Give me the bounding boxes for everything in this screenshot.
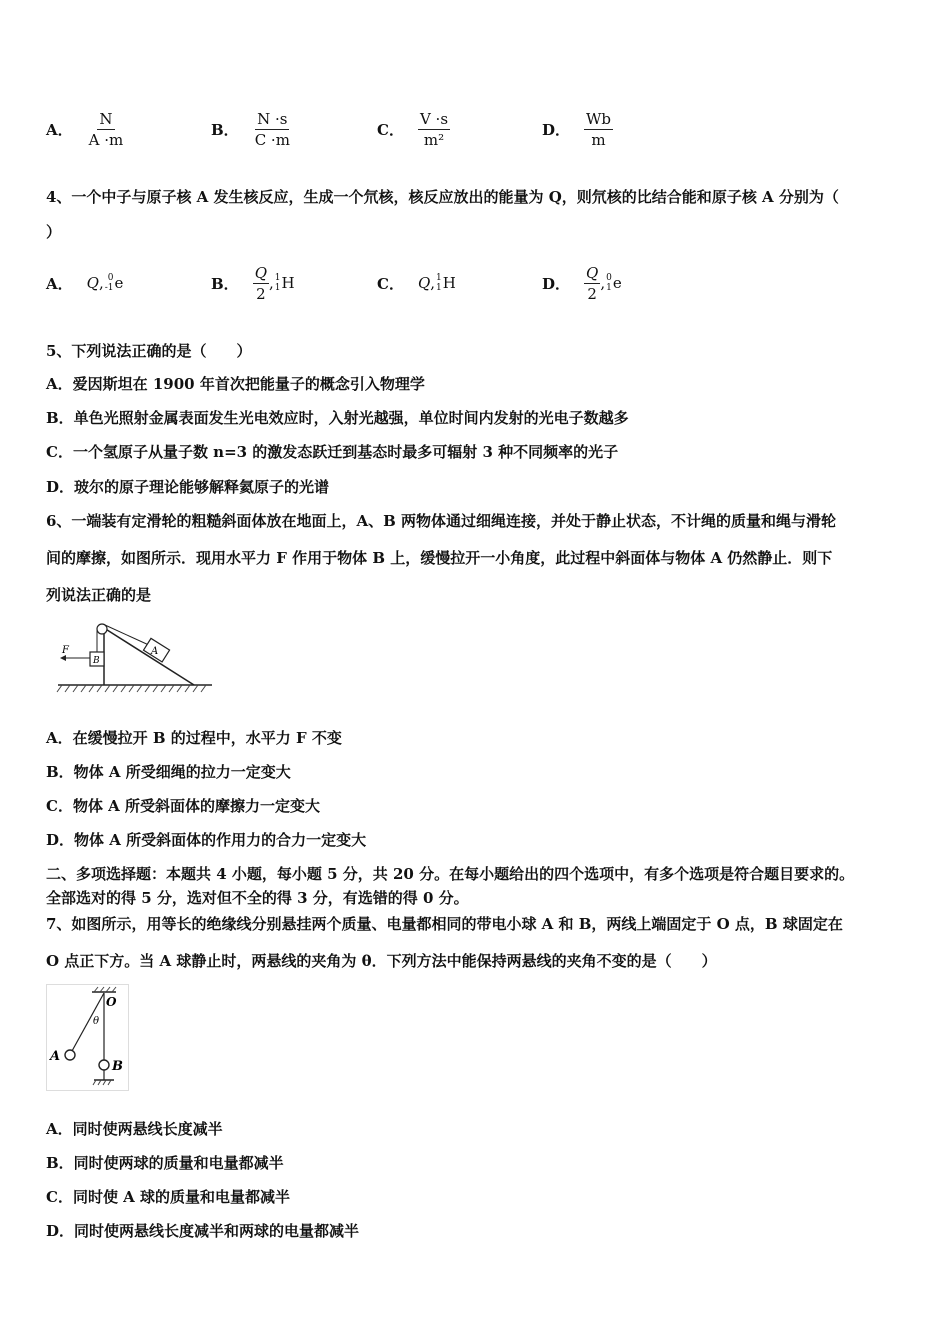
force-label: F bbox=[62, 645, 69, 656]
q6-stem-line1: 6、一端装有定滑轮的粗糙斜面体放在地面上，A、B 两物体通过细绳连接，并处于静止状态，不计绳的质量和绳与滑轮 bbox=[46, 512, 836, 530]
q7-option-b: B．同时使两球的质量和电量都减半 bbox=[46, 1154, 284, 1172]
q5-option-a: A．爱因斯坦在 1900 年首次把能量子的概念引入物理学 bbox=[46, 375, 425, 393]
q5-option-c: C．一个氢原子从量子数 n=3 的激发态跃迁到基态时最多可辐射 3 种不同频率的光子 bbox=[46, 443, 619, 461]
q4-option-c: C． Q , 1 1 H bbox=[377, 273, 456, 293]
pendulum-figure bbox=[46, 984, 130, 1092]
q7-stem-line1: 7、如图所示，用等长的绝缘线分别悬挂两个质量、电量都相同的带电小球 A 和 B，两线上端固定于 O 点，B 球固定在 bbox=[46, 915, 843, 933]
q6-option-b: B．物体 A 所受细绳的拉力一定变大 bbox=[46, 763, 291, 781]
q3-option-c bbox=[377, 104, 450, 154]
section2-line1: 二、多项选择题：本题共 4 小题，每小题 5 分，共 20 分。在每小题给出的四个选项中，有多个选项是符合题目要求的。 bbox=[46, 865, 855, 883]
q3-option-b bbox=[211, 104, 292, 154]
q7-stem-line2: O 点正下方。当 A 球静止时，两悬线的夹角为 θ．下列方法中能保持两悬线的夹角不变的是（ ） bbox=[46, 952, 717, 970]
q4-option-d: D． $\frac{Q}{2}$ , 0 1 e bbox=[542, 263, 622, 303]
option-letter: B． bbox=[211, 120, 239, 139]
q6-option-a: A．在缓慢拉开 B 的过程中，水平力 F 不变 bbox=[46, 729, 342, 747]
block-a-label: A bbox=[151, 646, 159, 657]
option-letter: C． bbox=[377, 120, 404, 139]
q7-option-c: C．同时使 A 球的质量和电量都减半 bbox=[46, 1188, 291, 1206]
ball-b-label: B bbox=[112, 1059, 123, 1074]
unit-fraction: $\frac{V \cdot s}{\text{m²}}$ bbox=[419, 109, 449, 149]
unit-fraction: $\frac{N}{A \cdot m}$ bbox=[88, 109, 124, 149]
ball-a-label: A bbox=[50, 1049, 61, 1064]
q6-option-c: C．物体 A 所受斜面体的摩擦力一定变大 bbox=[46, 797, 321, 815]
q6-stem-line2: 间的摩擦，如图所示．现用水平力 F 作用于物体 B 上，缓慢拉开一小角度，此过程中斜面体与物体 A 仍然静止．则下 bbox=[46, 549, 833, 567]
q4-option-b: B． $\frac{Q}{2}$ , 1 1 H bbox=[211, 263, 295, 303]
option-letter: D． bbox=[542, 120, 571, 139]
q5-option-b: B．单色光照射金属表面发生光电效应时，入射光越强，单位时间内发射的光电子数越多 bbox=[46, 409, 629, 427]
option-letter: A． bbox=[46, 120, 73, 139]
q6-option-d: D．物体 A 所受斜面体的作用力的合力一定变大 bbox=[46, 831, 367, 849]
q4-options bbox=[46, 258, 926, 308]
q3-options bbox=[46, 104, 926, 154]
ball-a bbox=[65, 1050, 75, 1060]
q4-stem-line1: 4、一个中子与原子核 A 发生核反应，生成一个氘核，核反应放出的能量为 Q，则氘核的比结合能和原子核 A 分别为（ bbox=[46, 188, 839, 206]
q4-stem-line2: ） bbox=[46, 223, 62, 241]
section2-line2: 全部选对的得 5 分，选对但不全的得 3 分，有选错的得 0 分。 bbox=[46, 889, 469, 907]
point-o-label: O bbox=[106, 995, 117, 1009]
unit-fraction: $\frac{N \cdot s}{C \cdot m}$ bbox=[254, 109, 290, 149]
q6-stem-line3: 列说法正确的是 bbox=[46, 586, 152, 604]
q3-option-a bbox=[46, 104, 125, 154]
q5-option-d: D．玻尔的原子理论能够解释氦原子的光谱 bbox=[46, 478, 330, 496]
incline-pulley-figure bbox=[48, 618, 216, 694]
theta-label: θ bbox=[93, 1016, 100, 1027]
q3-option-d bbox=[542, 104, 613, 154]
q7-option-a: A．同时使两悬线长度减半 bbox=[46, 1120, 223, 1138]
q7-option-d: D．同时使两悬线长度减半和两球的电量都减半 bbox=[46, 1222, 360, 1240]
q4-option-a: A． Q , 0 -1 e bbox=[46, 273, 124, 293]
q5-stem: 5、下列说法正确的是（ ） bbox=[46, 342, 252, 360]
unit-fraction: $\frac{Wb}{m}$ bbox=[586, 109, 612, 149]
ball-b bbox=[99, 1060, 109, 1070]
block-b-label: B bbox=[93, 656, 100, 666]
